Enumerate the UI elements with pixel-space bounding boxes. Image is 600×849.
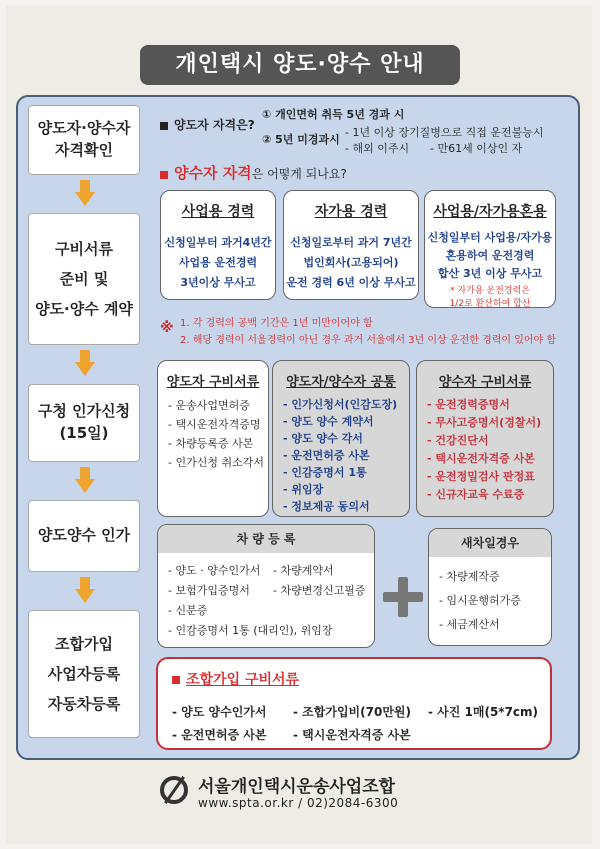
doc-item: - 무사고증명서(경찰서) [427,414,553,432]
square-bullet-icon [160,122,168,130]
vehicle-title: 차 량 등 록 [158,525,374,553]
doc-item: - 택시운전자격증 사본 [427,450,553,468]
card-line: 합산 3년 이상 무사고 [437,267,543,280]
doc-item: - 신규자교육 수료증 [427,486,553,504]
card-business-experience [160,190,276,300]
card-line: 신청일로부터 과거 7년간 [290,236,412,249]
doc-item: - 양도 · 양수인가서 [168,561,333,581]
footer-contact: www.spta.or.kr / 02)2084-6300 [198,796,399,810]
transferee-docs-box [416,360,554,517]
arrow-down-icon [75,467,95,495]
transferor-condition-2a: - 1년 이상 장기질병으로 직접 운전불능시 [345,126,544,139]
step-label: 구비서류 준비 및 양도·양수 계약 [35,240,133,318]
doc-item: - 운전면허증 사본 [283,447,409,464]
doc-item: - 보험가입증명서 [168,581,333,601]
step-label: 조합가입 사업자등록 자동차등록 [47,635,121,713]
card-line: 신청일부터 과거4년간 [164,236,272,249]
doc-item: - 인감증명서 1통 (대리인), 위임장 [168,621,333,641]
doc-title: 양도자/양수자 공통 [286,375,396,390]
union-logo-icon [160,776,188,804]
card-line: 신청일부터 사업용/자가용 [427,231,553,244]
footer-org: 서울개인택시운송사업조합 [198,777,396,797]
doc-item: - 차량변경신고필증 [273,581,365,601]
transferor-heading: 양도자 자격은? [160,116,255,133]
card-note: * 자가용 운전경력은 1/2로 환산하여 합산 [449,286,531,309]
note-line-2: 2. 해당 경력이 서울경력이 아닌 경우 과거 서울에서 3년 이상 운전한 경력이 있어야 함 [180,335,557,346]
transferor-condition-2: ② 5년 미경과시 [262,133,340,146]
card-title: 사업용 경력 [181,204,255,220]
union-item: - 운전면허증 사본 [172,728,267,742]
new-car-box [428,528,552,646]
step-documents [28,213,140,345]
step-label: 구청 인가신청 (15일) [37,402,131,442]
card-title: 사업용/자가용혼용 [433,204,547,220]
union-item: - 택시운전자격증 사본 [293,728,411,742]
union-item: - 양도 양수인가서 [172,705,267,719]
doc-item: - 인가신청 취소각서 [168,453,268,472]
red-square-bullet-icon [172,676,180,684]
transferor-condition-2c: - 만61세 이상인 자 [430,142,523,155]
common-docs-box [272,360,410,517]
card-title: 자가용 경력 [314,204,388,220]
doc-item: - 운전경력증명서 [427,396,553,414]
vehicle-registration-box [157,524,375,648]
note-mark: ※ [160,320,174,336]
doc-item: - 양도 양수 각서 [283,430,409,447]
doc-item: - 차량제작증 [439,565,551,589]
card-private-experience [283,190,419,300]
step-label: 양도양수 인가 [37,526,131,545]
doc-item: - 택시운전자격증명 [168,415,268,434]
doc-item: - 건강진단서 [427,432,553,450]
doc-item: - 인가신청서(인감도장) [283,396,409,413]
card-mixed-experience [424,190,556,308]
arrow-down-icon [75,350,95,378]
card-line: 3년이상 무사고 [180,276,256,289]
transferor-condition-1: ① 개인면허 취득 5년 경과 시 [262,108,405,121]
note-line-1: 1. 각 경력의 공백 기간은 1년 미만이어야 함 [180,318,373,329]
newcar-title: 새차일경우 [429,529,551,557]
arrow-down-icon [75,577,95,605]
doc-title: 양수자 구비서류 [438,375,532,390]
union-title: 조합가입 구비서류 [172,669,299,689]
step-approval [28,500,140,572]
arrow-down-icon [75,180,95,208]
doc-item: - 차량등록증 사본 [168,434,268,453]
union-item: - 조합가입비(70만원) [293,705,411,719]
red-square-bullet-icon [160,171,168,179]
step-registration [28,610,140,738]
doc-item: - 차량계약서 [273,561,365,581]
card-line: 운전 경력 6년 이상 무사고 [286,276,416,289]
transferor-condition-2b: - 해외 이주시 [345,142,410,155]
page-title: 개인택시 양도·양수 안내 [140,45,460,85]
doc-item: - 세금계산서 [439,613,551,637]
union-docs-box [156,657,552,750]
transferor-docs-box [157,360,269,517]
step-qualification [28,105,140,175]
step-label: 양도자·양수자 자격확인 [37,119,131,159]
card-line: 법인회사(고용되어) [303,256,399,269]
plus-icon-vertical [398,577,408,617]
doc-item: - 운송사업면허증 [168,396,268,415]
doc-item: - 운전정밀검사 판정표 [427,468,553,486]
step-application [28,384,140,462]
union-item: - 사진 1매(5*7cm) [428,705,539,719]
doc-item: - 임시운행허가증 [439,589,551,613]
doc-item: - 인감증명서 1통 [283,464,409,481]
doc-item: - 양도 양수 계약서 [283,413,409,430]
transferee-heading: 양수자 자격은 어떻게 되나요? [160,162,347,183]
doc-title: 양도자 구비서류 [166,375,260,390]
card-line: 사업용 운전경력 [178,256,258,269]
doc-item: - 정보제공 동의서 [283,498,409,515]
doc-item: - 신분증 [168,601,333,621]
card-line: 혼용하여 운전경력 [445,249,535,262]
doc-item: - 위임장 [283,481,409,498]
